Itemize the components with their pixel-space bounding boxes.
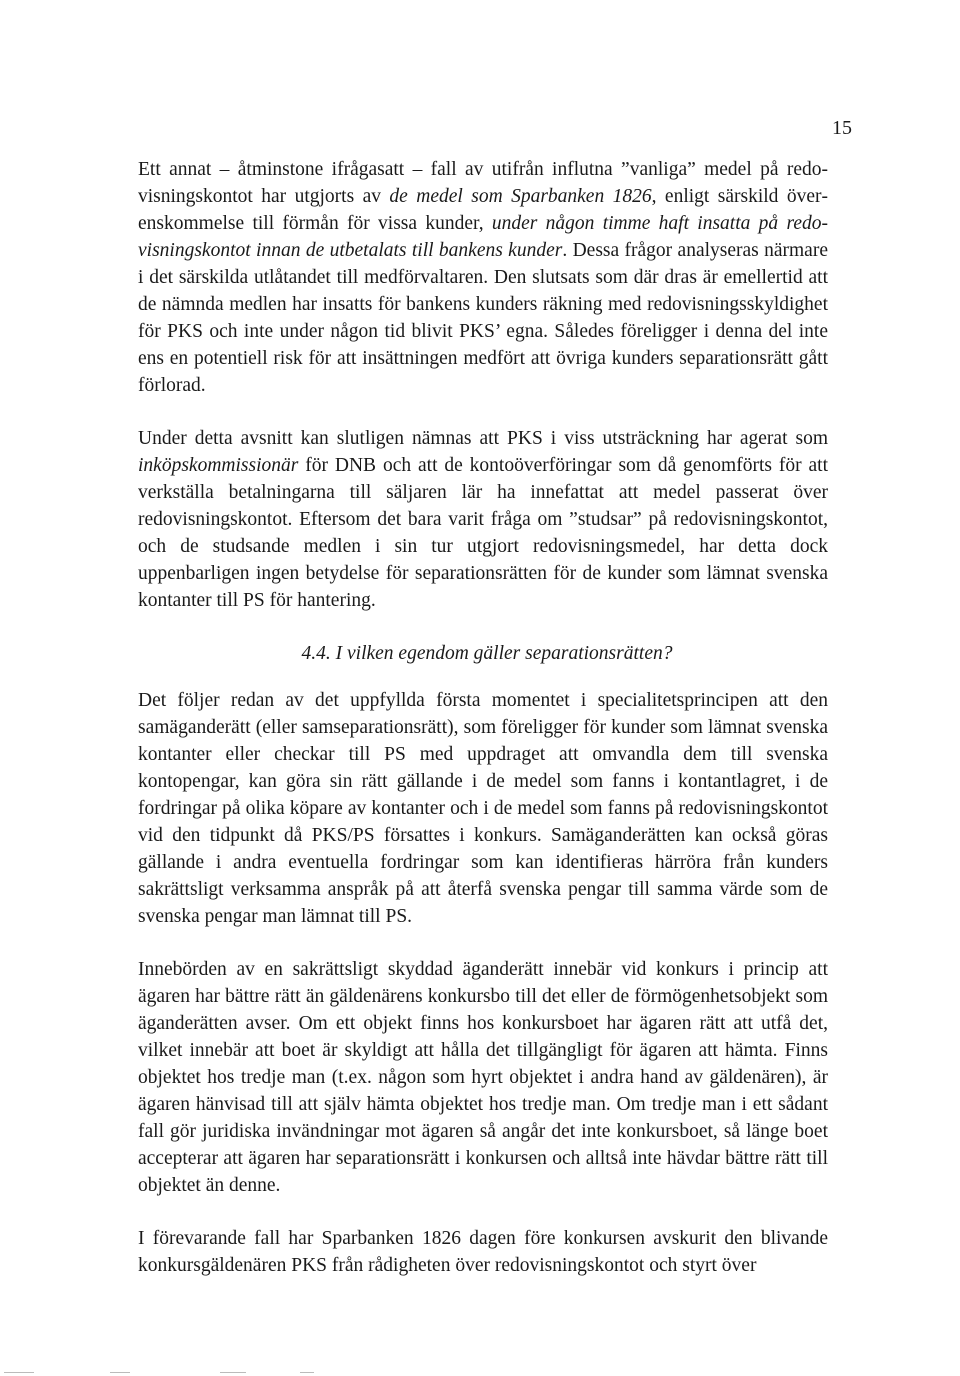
paragraph-specialty-principle xyxy=(138,687,828,930)
body-text: Ett annat – åtminstone ifrågasatt – fall av utifrån influtna ”vanliga” medel på redovisningskontot har utgjorts av xyxy=(138,159,828,207)
body-text: I förevarande fall har Sparbanken 1826 dagen före konkursen avskurit den blivande konkursgäldenären PKS från rådigheten över redovisningskontot och styrt över xyxy=(138,1228,828,1276)
body-text: för DNB och att de kontoöverföringar som då genomförts för att verkställa betalningarna till säljaren lär ha innefattat att medel passerat över redovisningskontot. Eftersom det bara varit fråga om ”studsar” på redovisningskontot, och de studsande medlen i sin tur utgjort redovisningsmedel, har detta dock uppenbarligen ingen betydelse för separationsrätten för de kunder som lämnat svenska kontanter till PS för hantering. xyxy=(138,455,828,611)
scan-artifact-dots xyxy=(0,1366,960,1376)
document-body xyxy=(138,156,828,1305)
section-heading: 4.4. I vilken egendom gäller separationsrätten? xyxy=(301,643,673,664)
page-number: 15 xyxy=(832,117,852,139)
paragraph-present-case xyxy=(138,1225,828,1279)
italic-text: de medel som Sparbanken 1826 xyxy=(389,186,652,207)
paragraph-ownership-meaning xyxy=(138,956,828,1199)
body-text: Det följer redan av det uppfyllda första momentet i specialitetsprincipen att den samäganderätt (eller samseparationsrätt), som föreligger för kunder som lämnat svenska kontanter eller checkar till PS med uppdraget att omvandla dem till svenska kontopengar, kan göra sin rätt gällande i de medel som fanns i kontantlagret, i de fordringar på olika köpare av kontanter och i de medel som fanns på redovisningskontot vid den tidpunkt då PKS/PS försattes i konkurs. Samäganderätten kan också göras gällande i andra eventuella fordringar som kan identifieras härröra från kunders sakrättsligt verksamma anspråk på att återfå svenska pengar till samma värde som de svenska pengar man lämnat till PS. xyxy=(138,690,828,927)
body-text: Under detta avsnitt kan slutligen nämnas att PKS i viss utsträckning har agerat som xyxy=(138,428,828,449)
body-text: . Dessa frågor analyseras närmare i det särskilda utlåtandet till medförvaltaren. Den slutsats som där dras är emellertid att de nämnda medlen har insatts för bankens kunders räkning med redovisningsskyldighet för PKS och inte under någon tid blivit PKS’ egna. Således föreligger i denna del inte ens en potentiell risk för att insättningen medfört att övriga kunders separationsrätt gått förlorad. xyxy=(138,240,828,396)
italic-text: under någon timme haft insatta på redovisningskontot innan de utbetalats till bankens kunder xyxy=(138,213,828,261)
paragraph-foreign-funds xyxy=(138,156,828,399)
paragraph-purchase-commission xyxy=(138,425,828,614)
body-text: Innebörden av en sakrättsligt skyddad äganderätt innebär vid konkurs i princip att ägaren har bättre rätt än gäldenärens konkursbo till det eller de förmögenhetsobjekt som äganderätten avser. Om ett objekt finns hos konkursboet har ägaren rätt att utfå det, vilket innebär att boet är skyldigt att hålla det tillgängligt för ägaren att hämta. Finns objektet hos tredje man (t.ex. någon som hyrt objektet i andra hand av gäldenären), är ägaren hänvisad till att själv hämta objektet hos tredje man. Om tredje man i ett sådant fall gör juridiska invändningar mot ägaren så angår det inte konkursboet, så länge boet accepterar att ägaren har separationsrätt i konkursen och alltså inte hävdar bättre rätt till objektet än denne. xyxy=(138,959,828,1196)
body-text: , enligt särskild överenskommelse till förmån för vissa kunder, xyxy=(138,186,828,234)
italic-text: inköpskommissionär xyxy=(138,455,299,476)
